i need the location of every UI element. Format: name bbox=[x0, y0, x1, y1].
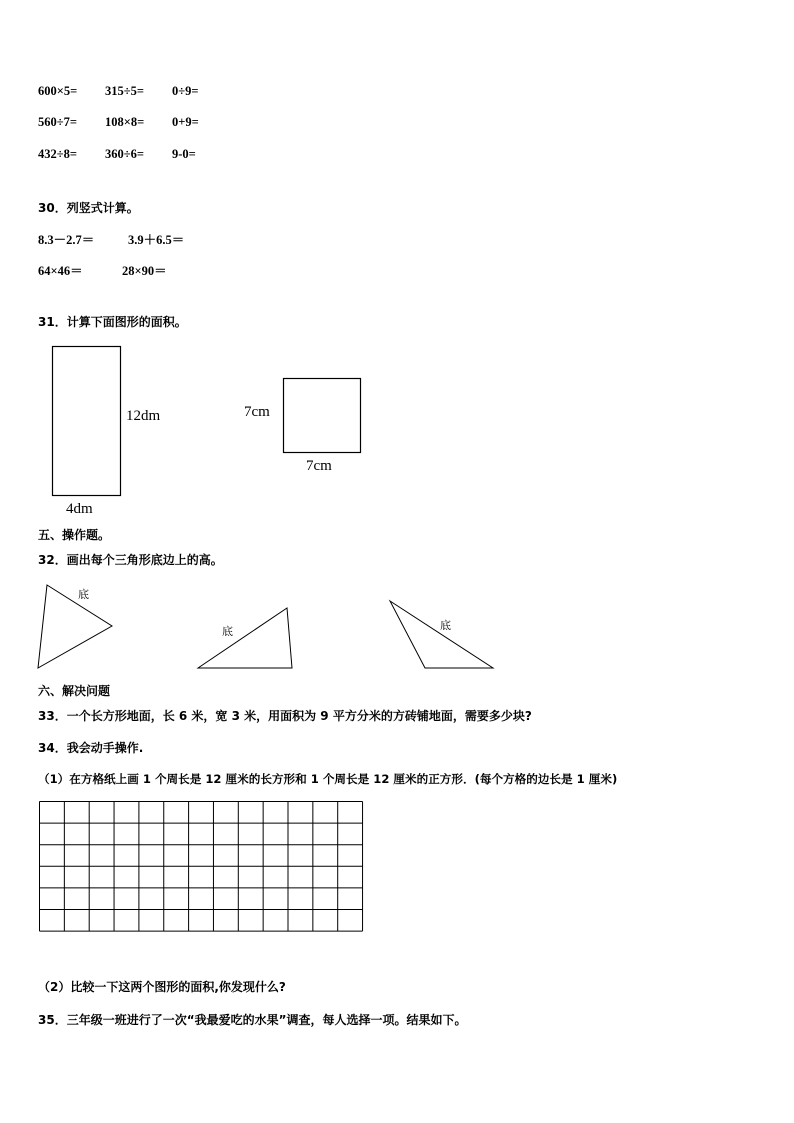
q34-part1: （1）在方格纸上画 1 个周长是 12 厘米的长方形和 1 个周长是 12 厘米的正方形．(每个方格的边长是 1 厘米) bbox=[38, 772, 618, 786]
q33-text: 33．一个长方形地面，长 6 米，宽 3 米，用面积为 9 平方分米的方砖铺地面，需要多少块? bbox=[38, 709, 532, 723]
q30-expr-2: 3.9＋6.5＝ bbox=[128, 233, 185, 247]
calc-1-2: 315÷5= bbox=[105, 84, 144, 98]
calc-2-3: 0+9= bbox=[172, 115, 199, 129]
triangle-2-base-label: 底 bbox=[222, 625, 233, 638]
triangle-1-base-label: 底 bbox=[78, 588, 89, 601]
calc-2-1: 560÷7= bbox=[38, 115, 77, 129]
section-5-title: 五、操作题。 bbox=[38, 528, 111, 542]
q34-part2: （2）比较一下这两个图形的面积,你发现什么? bbox=[38, 980, 286, 994]
calc-3-2: 360÷6= bbox=[105, 147, 144, 161]
rect-height-label: 12dm bbox=[126, 408, 161, 424]
calc-1-3: 0÷9= bbox=[172, 84, 199, 98]
q30-title: 30．列竖式计算。 bbox=[38, 201, 139, 215]
calc-3-1: 432÷8= bbox=[38, 147, 77, 161]
triangle-3-base-label: 底 bbox=[440, 619, 451, 632]
rect-width-label: 4dm bbox=[66, 501, 93, 517]
calc-2-2: 108×8= bbox=[105, 115, 145, 129]
section-6-title: 六、解决问题 bbox=[38, 684, 111, 698]
calc-1-1: 600×5= bbox=[38, 84, 78, 98]
q35-text: 35．三年级一班进行了一次“我最爱吃的水果”调查，每人选择一项。结果如下。 bbox=[38, 1013, 467, 1027]
q34-title: 34．我会动手操作. bbox=[38, 741, 144, 755]
calc-3-3: 9-0= bbox=[172, 147, 196, 161]
q30-expr-4: 28×90＝ bbox=[122, 264, 167, 278]
square-bottom-label: 7cm bbox=[306, 458, 332, 474]
square-side-label: 7cm bbox=[244, 404, 270, 420]
q32-title: 32．画出每个三角形底边上的高。 bbox=[38, 553, 223, 567]
q31-title: 31．计算下面图形的面积。 bbox=[38, 315, 187, 329]
q30-expr-3: 64×46＝ bbox=[38, 264, 83, 278]
q30-expr-1: 8.3－2.7＝ bbox=[38, 233, 95, 247]
